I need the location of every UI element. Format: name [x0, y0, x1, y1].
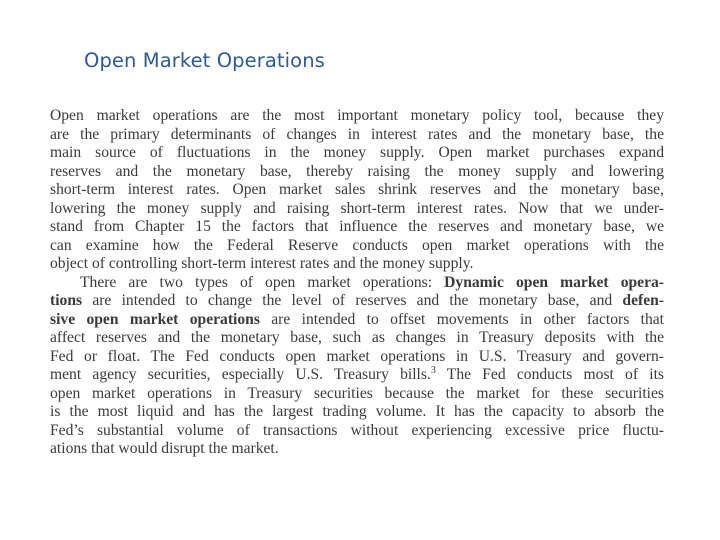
text-run: is the most liquid and has the largest trading volume. It has the capacity to absorb the [50, 403, 664, 420]
text-line [50, 348, 664, 367]
text-line [50, 255, 664, 274]
text-run: There are two types of open market operations: [80, 273, 445, 291]
text-line [50, 403, 664, 422]
text-run: object of controlling short-term interest rates and the money supply. [50, 255, 474, 272]
text-line [50, 144, 664, 163]
text-line [50, 200, 664, 219]
text-run: ations that would disrupt the market. [50, 440, 279, 457]
text-line [50, 107, 664, 126]
text-line [50, 274, 664, 293]
text-line [50, 292, 664, 311]
text-line [50, 385, 664, 404]
text-run: are the primary determinants of changes in interest rates and the monetary base, the [50, 125, 664, 143]
paragraph [50, 274, 664, 459]
text-line [50, 440, 664, 459]
text-line [50, 218, 664, 237]
text-line [50, 422, 664, 441]
text-run: main source of fluctuations in the money supply. Open market purchases expand [50, 144, 664, 161]
key-term: sive open market operations [50, 310, 260, 328]
text-run: lowering the money supply and raising short-term interest rates. Now that we under- [50, 199, 664, 217]
section-heading: Open Market Operations [84, 49, 325, 72]
text-run: affect reserves and the monetary base, such as changes in Treasury deposits with the [50, 329, 664, 346]
key-term: defen- [622, 292, 664, 309]
text-run: Open market operations are the most important monetary policy tool, because they [50, 107, 664, 124]
text-run: short-term interest rates. Open market sales shrink reserves and the monetary base, [50, 181, 664, 198]
text-line [50, 126, 664, 145]
text-run: reserves and the monetary base, thereby raising the money supply and lowering [50, 162, 664, 180]
text-line [50, 237, 664, 256]
text-line [50, 163, 664, 182]
key-term: tions [50, 292, 83, 309]
text-line [50, 366, 664, 385]
text-run: stand from Chapter 15 the factors that influence the reserves and monetary base, we [50, 218, 664, 235]
text-run: can examine how the Federal Reserve conducts open market operations with the [50, 236, 664, 254]
footnote-marker: 3 [430, 365, 436, 376]
text-run: open market operations in Treasury securities because the market for these securities [50, 384, 664, 402]
text-run: are intended to change the level of reserves and the monetary base, and [82, 292, 623, 309]
text-line [50, 329, 664, 348]
key-term: Dynamic open market opera- [444, 273, 664, 291]
paragraph [50, 107, 664, 274]
text-line [50, 181, 664, 200]
body-text [50, 107, 664, 459]
text-run: Fed or float. The Fed conducts open market operations in U.S. Treasury and govern- [50, 347, 664, 365]
text-run: are intended to offset movements in other factors that [259, 310, 665, 328]
text-line [50, 311, 664, 330]
text-run: ment agency securities, especially U.S. Treasury bills. [50, 366, 431, 383]
text-run: The Fed conducts most of its [435, 366, 664, 383]
text-run: Fed’s substantial volume of transactions without experiencing excessive price fluctu- [50, 421, 664, 439]
